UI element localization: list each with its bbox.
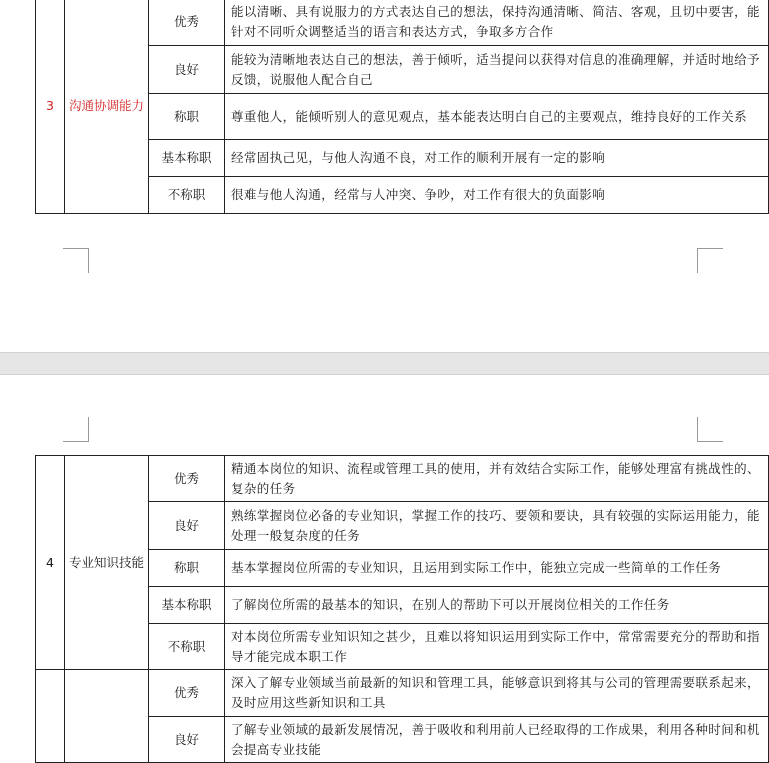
page-1 — [0, 0, 769, 352]
competency-table-section-4 — [35, 455, 769, 763]
level-description: 能以清晰、具有说服力的方式表达自己的想法，保持沟通清晰、简洁、客观，且切中要害，能针对不同听众调整适当的语言和表达方式，争取多方合作 — [225, 0, 769, 46]
corner-mark — [697, 417, 723, 442]
level-label: 良好 — [149, 502, 225, 550]
level-label: 不称职 — [149, 177, 225, 214]
page-break-gap — [0, 352, 769, 375]
level-description: 对本岗位所需专业知识知之甚少，且难以将知识运用到实际工作中，常常需要充分的帮助和指导才能完成本职工作 — [225, 624, 769, 670]
level-label: 优秀 — [149, 456, 225, 502]
level-description: 尊重他人，能倾听别人的意见观点，基本能表达明白自己的主要观点，维持良好的工作关系 — [225, 94, 769, 140]
level-description: 基本掌握岗位所需的专业知识，且运用到实际工作中，能独立完成一些简单的工作任务 — [225, 550, 769, 587]
level-label: 基本称职 — [149, 140, 225, 177]
corner-mark — [63, 417, 89, 442]
corner-mark — [63, 248, 89, 273]
item-category: 沟通协调能力 — [65, 0, 149, 214]
level-description: 了解专业领域的最新发展情况，善于吸收和利用前人已经取得的工作成果，利用各种时间和机会提高专业技能 — [225, 717, 769, 763]
corner-mark — [697, 248, 723, 273]
level-label: 不称职 — [149, 624, 225, 670]
item-category: 专业知识技能 — [65, 456, 149, 670]
level-label: 良好 — [149, 46, 225, 94]
competency-table-section-3 — [35, 0, 769, 214]
item-number — [36, 670, 65, 763]
level-label: 优秀 — [149, 0, 225, 46]
level-label: 优秀 — [149, 670, 225, 717]
page-2 — [0, 375, 769, 755]
level-label: 称职 — [149, 94, 225, 140]
level-description: 深入了解专业领域当前最新的知识和管理工具，能够意识到将其与公司的管理需要联系起来，及时应用这些新知识和工具 — [225, 670, 769, 717]
level-label: 良好 — [149, 717, 225, 763]
item-category — [65, 670, 149, 763]
level-description: 经常固执己见，与他人沟通不良，对工作的顺利开展有一定的影响 — [225, 140, 769, 177]
item-number: 3 — [36, 0, 65, 214]
level-description: 很难与他人沟通，经常与人冲突、争吵，对工作有很大的负面影响 — [225, 177, 769, 214]
level-label: 基本称职 — [149, 587, 225, 624]
item-number: 4 — [36, 456, 65, 670]
level-description: 精通本岗位的知识、流程或管理工具的使用，并有效结合实际工作，能够处理富有挑战性的、复杂的任务 — [225, 456, 769, 502]
level-description: 了解岗位所需的最基本的知识，在别人的帮助下可以开展岗位相关的工作任务 — [225, 587, 769, 624]
level-description: 能较为清晰地表达自己的想法，善于倾听，适当提问以获得对信息的准确理解，并适时地给予反馈，说服他人配合自己 — [225, 46, 769, 94]
level-label: 称职 — [149, 550, 225, 587]
level-description: 熟练掌握岗位必备的专业知识，掌握工作的技巧、要领和要诀，具有较强的实际运用能力，能处理一般复杂度的任务 — [225, 502, 769, 550]
